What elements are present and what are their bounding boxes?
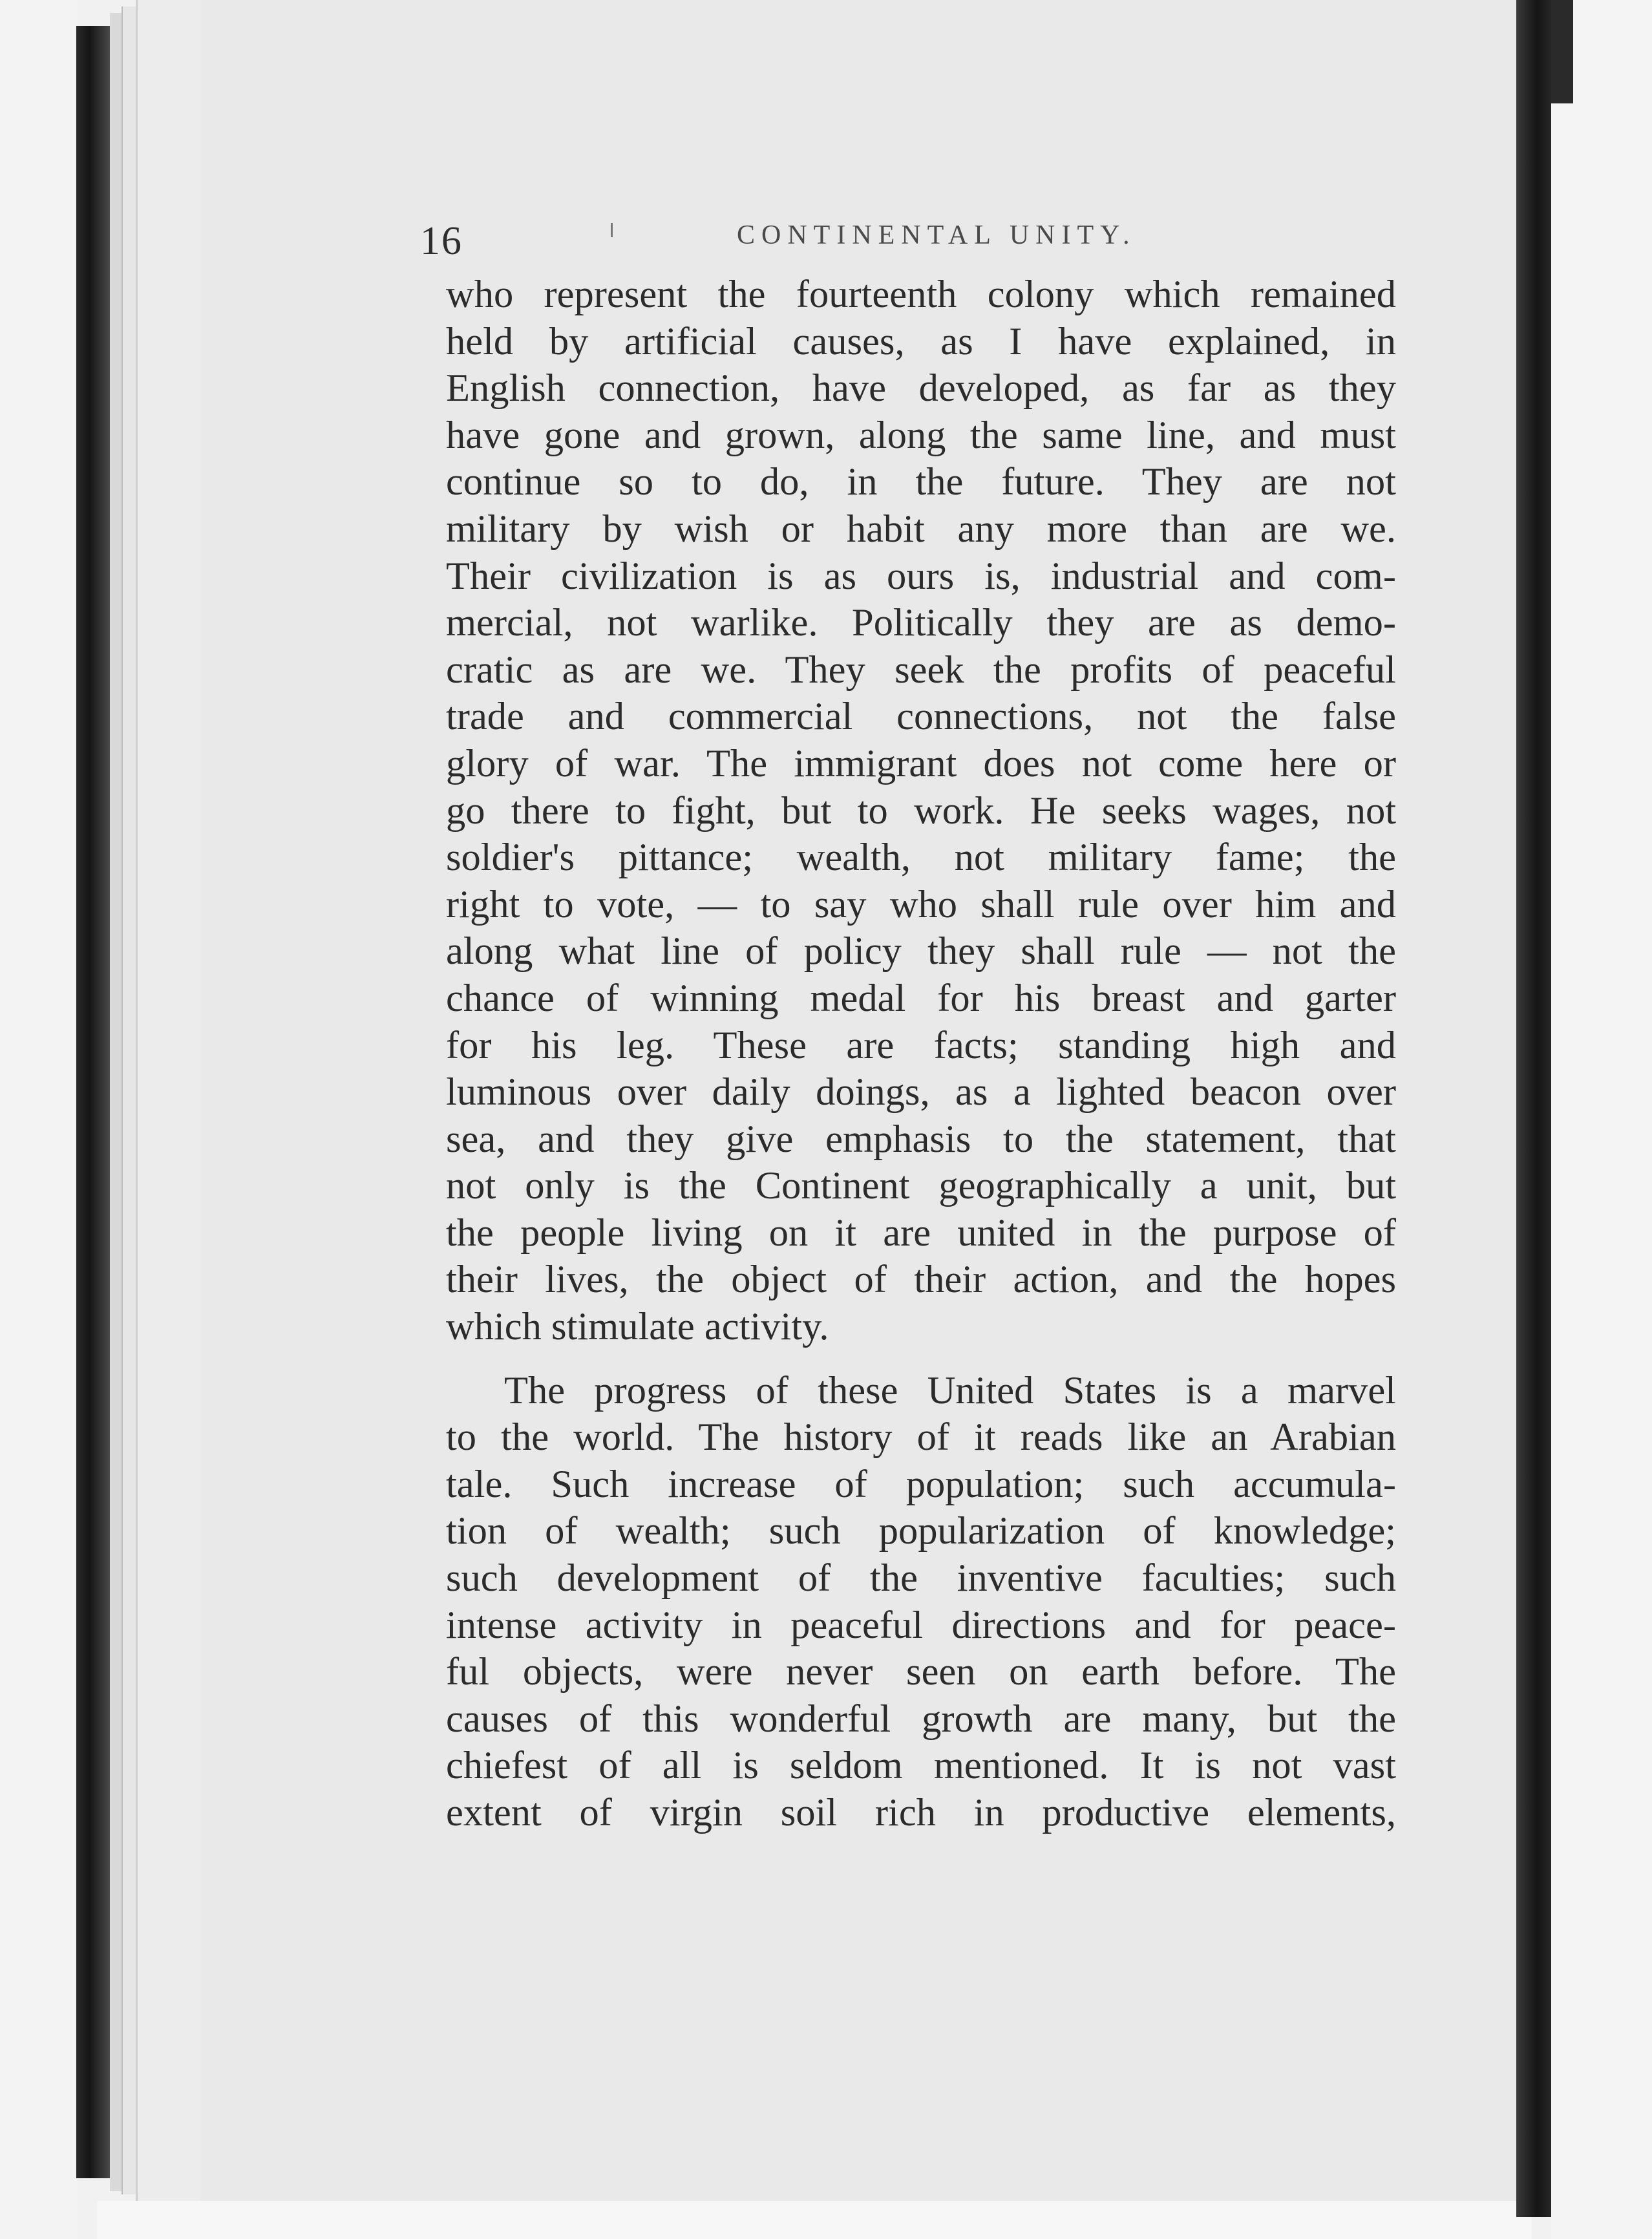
- text-line: continue so to do, in the future. They are not: [446, 460, 1396, 504]
- text-line: chiefest of all is seldom mentioned. It is not vast: [446, 1744, 1396, 1788]
- text-line: along what line of policy they shall rule — not the: [446, 929, 1396, 973]
- text-line: tale. Such increase of population; such accumula-: [446, 1462, 1396, 1506]
- text-line: military by wish or habit any more than are we.: [446, 507, 1396, 551]
- text-line: their lives, the object of their action, and the hopes: [446, 1258, 1396, 1302]
- text-line: for his leg. These are facts; standing high and: [446, 1023, 1396, 1067]
- text-line: mercial, not warlike. Politically they are as demo-: [446, 601, 1396, 645]
- text-line: chance of winning medal for his breast and garter: [446, 976, 1396, 1020]
- text-line: English connection, have developed, as far as they: [446, 366, 1396, 410]
- text-line: have gone and grown, along the same line, and must: [446, 413, 1396, 457]
- text-line: glory of war. The immigrant does not come here or: [446, 741, 1396, 785]
- page-number: 16: [420, 219, 463, 263]
- text-line: trade and commercial connections, not the false: [446, 695, 1396, 739]
- text-line: Their civilization is as ours is, industrial and com-: [446, 554, 1396, 598]
- text-line: The progress of these United States is a marvel: [504, 1368, 1396, 1412]
- page-edge: [110, 13, 122, 2191]
- text-line: who represent the fourteenth colony which remained: [446, 273, 1396, 316]
- binding-corner: [1551, 0, 1573, 103]
- paragraph-1: [446, 271, 1396, 1351]
- text-line: not only is the Continent geographically a unit, but: [446, 1164, 1396, 1208]
- text-line: go there to fight, but to work. He seeks wages, not: [446, 789, 1396, 833]
- scan-right-margin: [1551, 0, 1652, 2239]
- text-line: luminous over daily doings, as a lighted beacon over: [446, 1070, 1396, 1114]
- text-line: intense activity in peaceful directions and for peace-: [446, 1603, 1396, 1647]
- text-line: the people living on it are united in the purpose of: [446, 1211, 1396, 1255]
- text-line: held by artificial causes, as I have explained, in: [446, 319, 1396, 363]
- text-line: causes of this wonderful growth are many, but the: [446, 1697, 1396, 1741]
- text-line: right to vote, — to say who shall rule over him and: [446, 882, 1396, 926]
- page-edge: [122, 6, 137, 2194]
- body-text: [446, 271, 1396, 1837]
- running-head: CONTINENTAL UNITY.: [737, 220, 1136, 250]
- text-line: sea, and they give emphasis to the statement, that: [446, 1117, 1396, 1161]
- text-line: which stimulate activity.: [446, 1305, 829, 1349]
- text-line: ful objects, were never seen on earth before. The: [446, 1650, 1396, 1694]
- scan-bottom-margin: [97, 2201, 1532, 2239]
- book-spine-shadow: [76, 26, 110, 2178]
- book-binding-shadow: [1516, 0, 1551, 2217]
- text-line: cratic as are we. They seek the profits of peaceful: [446, 648, 1396, 692]
- ink-mark: [611, 223, 613, 237]
- page-edge: [136, 0, 202, 2204]
- text-line: extent of virgin soil rich in productive elements,: [446, 1791, 1396, 1834]
- paragraph-gap: [446, 1351, 1396, 1368]
- text-line: soldier's pittance; wealth, not military fame; the: [446, 836, 1396, 880]
- text-line: such development of the inventive faculties; such: [446, 1556, 1396, 1600]
- text-line: tion of wealth; such popularization of knowledge;: [446, 1509, 1396, 1553]
- text-line: to the world. The history of it reads like an Arabian: [446, 1416, 1396, 1459]
- paragraph-2: [446, 1368, 1396, 1837]
- scan-left-margin: [0, 0, 78, 2239]
